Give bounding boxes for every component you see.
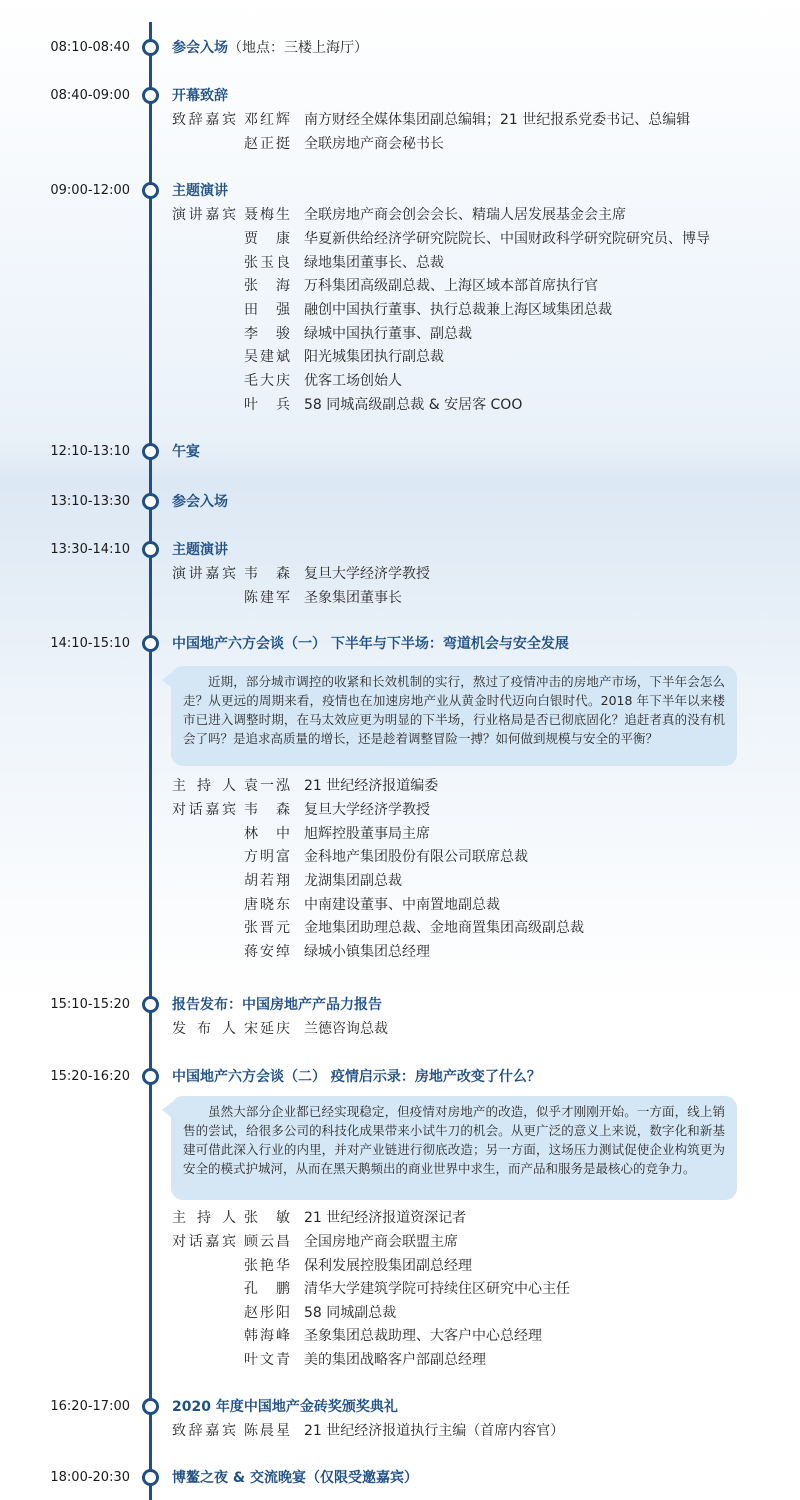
session-time: 08:10-08:40 <box>50 40 130 55</box>
speaker-name: 陈晨星 <box>244 1423 290 1439</box>
speaker-row <box>0 893 800 917</box>
speaker-title: 旭辉控股董事局主席 <box>304 826 430 842</box>
session-lunch <box>0 440 800 464</box>
speaker-row <box>0 203 800 227</box>
session-time: 14:10-15:10 <box>50 636 130 651</box>
speaker-row <box>0 869 800 893</box>
speaker-row <box>0 322 800 346</box>
session-checkin-morning <box>0 36 800 60</box>
speaker-row <box>0 940 800 964</box>
speaker-name: 林 中 <box>244 826 290 842</box>
speaker-name: 邓红辉 <box>244 112 290 128</box>
speaker-title: 华夏新供给经济学研究院院长、中国财政科学研究院研究员、博导 <box>304 231 710 247</box>
timeline-node-icon <box>142 493 159 510</box>
speaker-title: 全联房地产商会秘书长 <box>304 136 444 152</box>
speaker-role: 发 布 人 <box>172 1021 236 1037</box>
speaker-name: 毛大庆 <box>244 373 290 389</box>
session-time: 15:10-15:20 <box>50 997 130 1012</box>
speaker-role: 演讲嘉宾 <box>172 566 236 582</box>
speaker-row <box>0 227 800 251</box>
session-keynote-morning <box>0 179 800 203</box>
speaker-name: 胡若翔 <box>244 873 290 889</box>
host-row <box>0 1206 800 1230</box>
session-time: 13:10-13:30 <box>50 494 130 509</box>
speaker-name: 张艳华 <box>244 1258 290 1274</box>
speaker-role: 对话嘉宾 <box>172 1234 236 1250</box>
speaker-name: 韦 森 <box>244 566 290 582</box>
speaker-row <box>0 798 800 822</box>
timeline-node-icon <box>142 1398 159 1415</box>
session-title: 博鳌之夜 & 交流晚宴（仅限受邀嘉宾） <box>172 1470 418 1486</box>
session-dialogue-1 <box>0 632 800 656</box>
timeline-node-icon <box>142 443 159 460</box>
timeline-node-icon <box>142 1469 159 1486</box>
session-title: 开幕致辞 <box>172 88 228 104</box>
session-title: 中国地产六方会谈（一） 下半年与下半场：弯道机会与安全发展 <box>172 636 569 652</box>
speaker-name: 唐晓东 <box>244 897 290 913</box>
speaker-title: 保利发展控股集团副总经理 <box>304 1258 472 1274</box>
host-title: 21 世纪经济报道编委 <box>304 778 439 794</box>
host-role: 主 持 人 <box>172 778 236 794</box>
host-name: 张 敏 <box>244 1210 290 1226</box>
speaker-title: 复旦大学经济学教授 <box>304 566 430 582</box>
speaker-title: 圣象集团董事长 <box>304 590 402 606</box>
speaker-title: 58 同城副总裁 <box>304 1305 397 1321</box>
speaker-name: 顾云昌 <box>244 1234 290 1250</box>
speaker-name: 赵彤阳 <box>244 1305 290 1321</box>
session-location: （地点：三楼上海厅） <box>228 40 368 56</box>
speaker-name: 张玉良 <box>244 255 290 271</box>
speaker-role: 演讲嘉宾 <box>172 207 236 223</box>
speaker-name: 李 骏 <box>244 326 290 342</box>
host-role: 主 持 人 <box>172 1210 236 1226</box>
speaker-row <box>0 132 800 156</box>
session-report-release <box>0 993 800 1017</box>
speaker-row <box>0 1277 800 1301</box>
speaker-title: 复旦大学经济学教授 <box>304 802 430 818</box>
speaker-name: 叶 兵 <box>244 397 290 413</box>
speaker-row <box>0 1301 800 1325</box>
speaker-name: 张晋元 <box>244 920 290 936</box>
session-title: 2020 年度中国地产金砖奖颁奖典礼 <box>172 1399 398 1415</box>
speaker-row <box>0 562 800 586</box>
speaker-row <box>0 1254 800 1278</box>
session-keynote-afternoon <box>0 538 800 562</box>
speaker-name: 贾 康 <box>244 231 290 247</box>
session-title: 报告发布：中国房地产产品力报告 <box>172 997 382 1013</box>
timeline-node-icon <box>142 87 159 104</box>
speaker-title: 中南建设董事、中南置地副总裁 <box>304 897 500 913</box>
speaker-name: 孔 鹏 <box>244 1281 290 1297</box>
speaker-row <box>0 274 800 298</box>
speaker-row <box>0 345 800 369</box>
speaker-name: 韩海峰 <box>244 1328 290 1344</box>
speaker-title: 绿地集团董事长、总裁 <box>304 255 444 271</box>
speaker-name: 陈建军 <box>244 590 290 606</box>
session-summary-bubble: 近期，部分城市调控的收紧和长效机制的实行，熬过了疫情冲击的房地产市场，下半年会怎么走？从更远的周期来看，疫情也在加速房地产业从黄金时代迈向白银时代。2018 年下半年以来楼市已进入调整时期，在马太效应更为明显的下半场，行业格局是否已彻底固化？追赶者真的没有机会了吗？是追求高质量的增长，还是趁着调整冒险一搏？如何做到规模与安全的平衡？ <box>171 666 737 766</box>
speaker-role: 致辞嘉宾 <box>172 1423 236 1439</box>
speaker-title: 绿城中国执行董事、副总裁 <box>304 326 472 342</box>
session-time: 16:20-17:00 <box>50 1399 130 1414</box>
speaker-row <box>0 393 800 417</box>
speaker-title: 兰德咨询总裁 <box>304 1021 388 1037</box>
session-time: 13:30-14:10 <box>50 542 130 557</box>
speaker-row <box>0 586 800 610</box>
session-time: 12:10-13:10 <box>50 444 130 459</box>
speaker-title: 美的集团战略客户部副总经理 <box>304 1352 486 1368</box>
speaker-row <box>0 1348 800 1372</box>
speaker-name: 赵正挺 <box>244 136 290 152</box>
timeline-node-icon <box>142 1068 159 1085</box>
speaker-row <box>0 369 800 393</box>
speaker-name: 张 海 <box>244 278 290 294</box>
speaker-title: 阳光城集团执行副总裁 <box>304 349 444 365</box>
host-title: 21 世纪经济报道资深记者 <box>304 1210 467 1226</box>
session-summary-bubble: 虽然大部分企业都已经实现稳定，但疫情对房地产的改造，似乎才刚刚开始。一方面，线上销售的尝试，给很多公司的科技化成果带来小试牛刀的机会。从更广泛的意义上来说，数字化和新基建可借此深入行业的内里，并对产业链进行彻底改造；另一方面，这场压力测试促使企业构筑更为安全的模式护城河，从而在黑天鹅频出的商业世界中求生，而产品和服务是最核心的竞争力。 <box>171 1096 737 1200</box>
speaker-title: 龙湖集团副总裁 <box>304 873 402 889</box>
session-title: 午宴 <box>172 444 200 460</box>
speaker-row <box>0 251 800 275</box>
speaker-title: 绿城小镇集团总经理 <box>304 944 430 960</box>
timeline-node-icon <box>142 541 159 558</box>
speaker-row <box>0 108 800 132</box>
speaker-title: 优客工场创始人 <box>304 373 402 389</box>
host-row <box>0 774 800 798</box>
speaker-title: 清华大学建筑学院可持续住区研究中心主任 <box>304 1281 570 1297</box>
speaker-title: 金科地产集团股份有限公司联席总裁 <box>304 849 528 865</box>
session-time: 18:00-20:30 <box>50 1470 130 1485</box>
speaker-row <box>0 1230 800 1254</box>
speaker-name: 叶文青 <box>244 1352 290 1368</box>
speaker-name: 田 强 <box>244 302 290 318</box>
session-title: 中国地产六方会谈（二） 疫情启示录：房地产改变了什么？ <box>172 1069 541 1085</box>
timeline-node-icon <box>142 996 159 1013</box>
speaker-name: 宋延庆 <box>244 1021 290 1037</box>
speaker-row <box>0 845 800 869</box>
session-title <box>172 36 368 60</box>
speaker-name: 方明富 <box>244 849 290 865</box>
speaker-row <box>0 1419 800 1443</box>
session-title: 主题演讲 <box>172 183 228 199</box>
session-time: 09:00-12:00 <box>50 183 130 198</box>
session-title: 主题演讲 <box>172 542 228 558</box>
speaker-role: 对话嘉宾 <box>172 802 236 818</box>
session-opening <box>0 84 800 108</box>
speaker-title: 圣象集团总裁助理、大客户中心总经理 <box>304 1328 542 1344</box>
session-time: 08:40-09:00 <box>50 88 130 103</box>
speaker-row <box>0 298 800 322</box>
speaker-row <box>0 916 800 940</box>
speaker-title: 21 世纪经济报道执行主编（首席内容官） <box>304 1423 565 1439</box>
timeline-node-icon <box>142 39 159 56</box>
speaker-title: 南方财经全媒体集团副总编辑；21 世纪报系党委书记、总编辑 <box>304 112 691 128</box>
speaker-title: 全国房地产商会联盟主席 <box>304 1234 458 1250</box>
timeline-node-icon <box>142 635 159 652</box>
session-time: 15:20-16:20 <box>50 1069 130 1084</box>
speaker-role: 致辞嘉宾 <box>172 112 236 128</box>
session-dialogue-2 <box>0 1065 800 1089</box>
session-award-ceremony <box>0 1395 800 1419</box>
speaker-title: 万科集团高级副总裁、上海区域本部首席执行官 <box>304 278 598 294</box>
host-name: 袁一泓 <box>244 778 290 794</box>
session-evening-dinner <box>0 1466 800 1490</box>
speaker-title: 金地集团助理总裁、金地商置集团高级副总裁 <box>304 920 584 936</box>
speaker-row <box>0 1017 800 1041</box>
timeline-node-icon <box>142 182 159 199</box>
speaker-row <box>0 822 800 846</box>
speaker-name: 蒋安绰 <box>244 944 290 960</box>
session-checkin-afternoon <box>0 490 800 514</box>
speaker-title: 融创中国执行董事、执行总裁兼上海区域集团总裁 <box>304 302 612 318</box>
session-title: 参会入场 <box>172 494 228 510</box>
speaker-name: 吴建斌 <box>244 349 290 365</box>
speaker-name: 韦 森 <box>244 802 290 818</box>
speaker-name: 聂梅生 <box>244 207 290 223</box>
session-title-text: 参会入场 <box>172 40 228 56</box>
speaker-title: 58 同城高级副总裁 & 安居客 COO <box>304 397 523 413</box>
speaker-title: 全联房地产商会创会会长、精瑞人居发展基金会主席 <box>304 207 626 223</box>
speaker-row <box>0 1324 800 1348</box>
